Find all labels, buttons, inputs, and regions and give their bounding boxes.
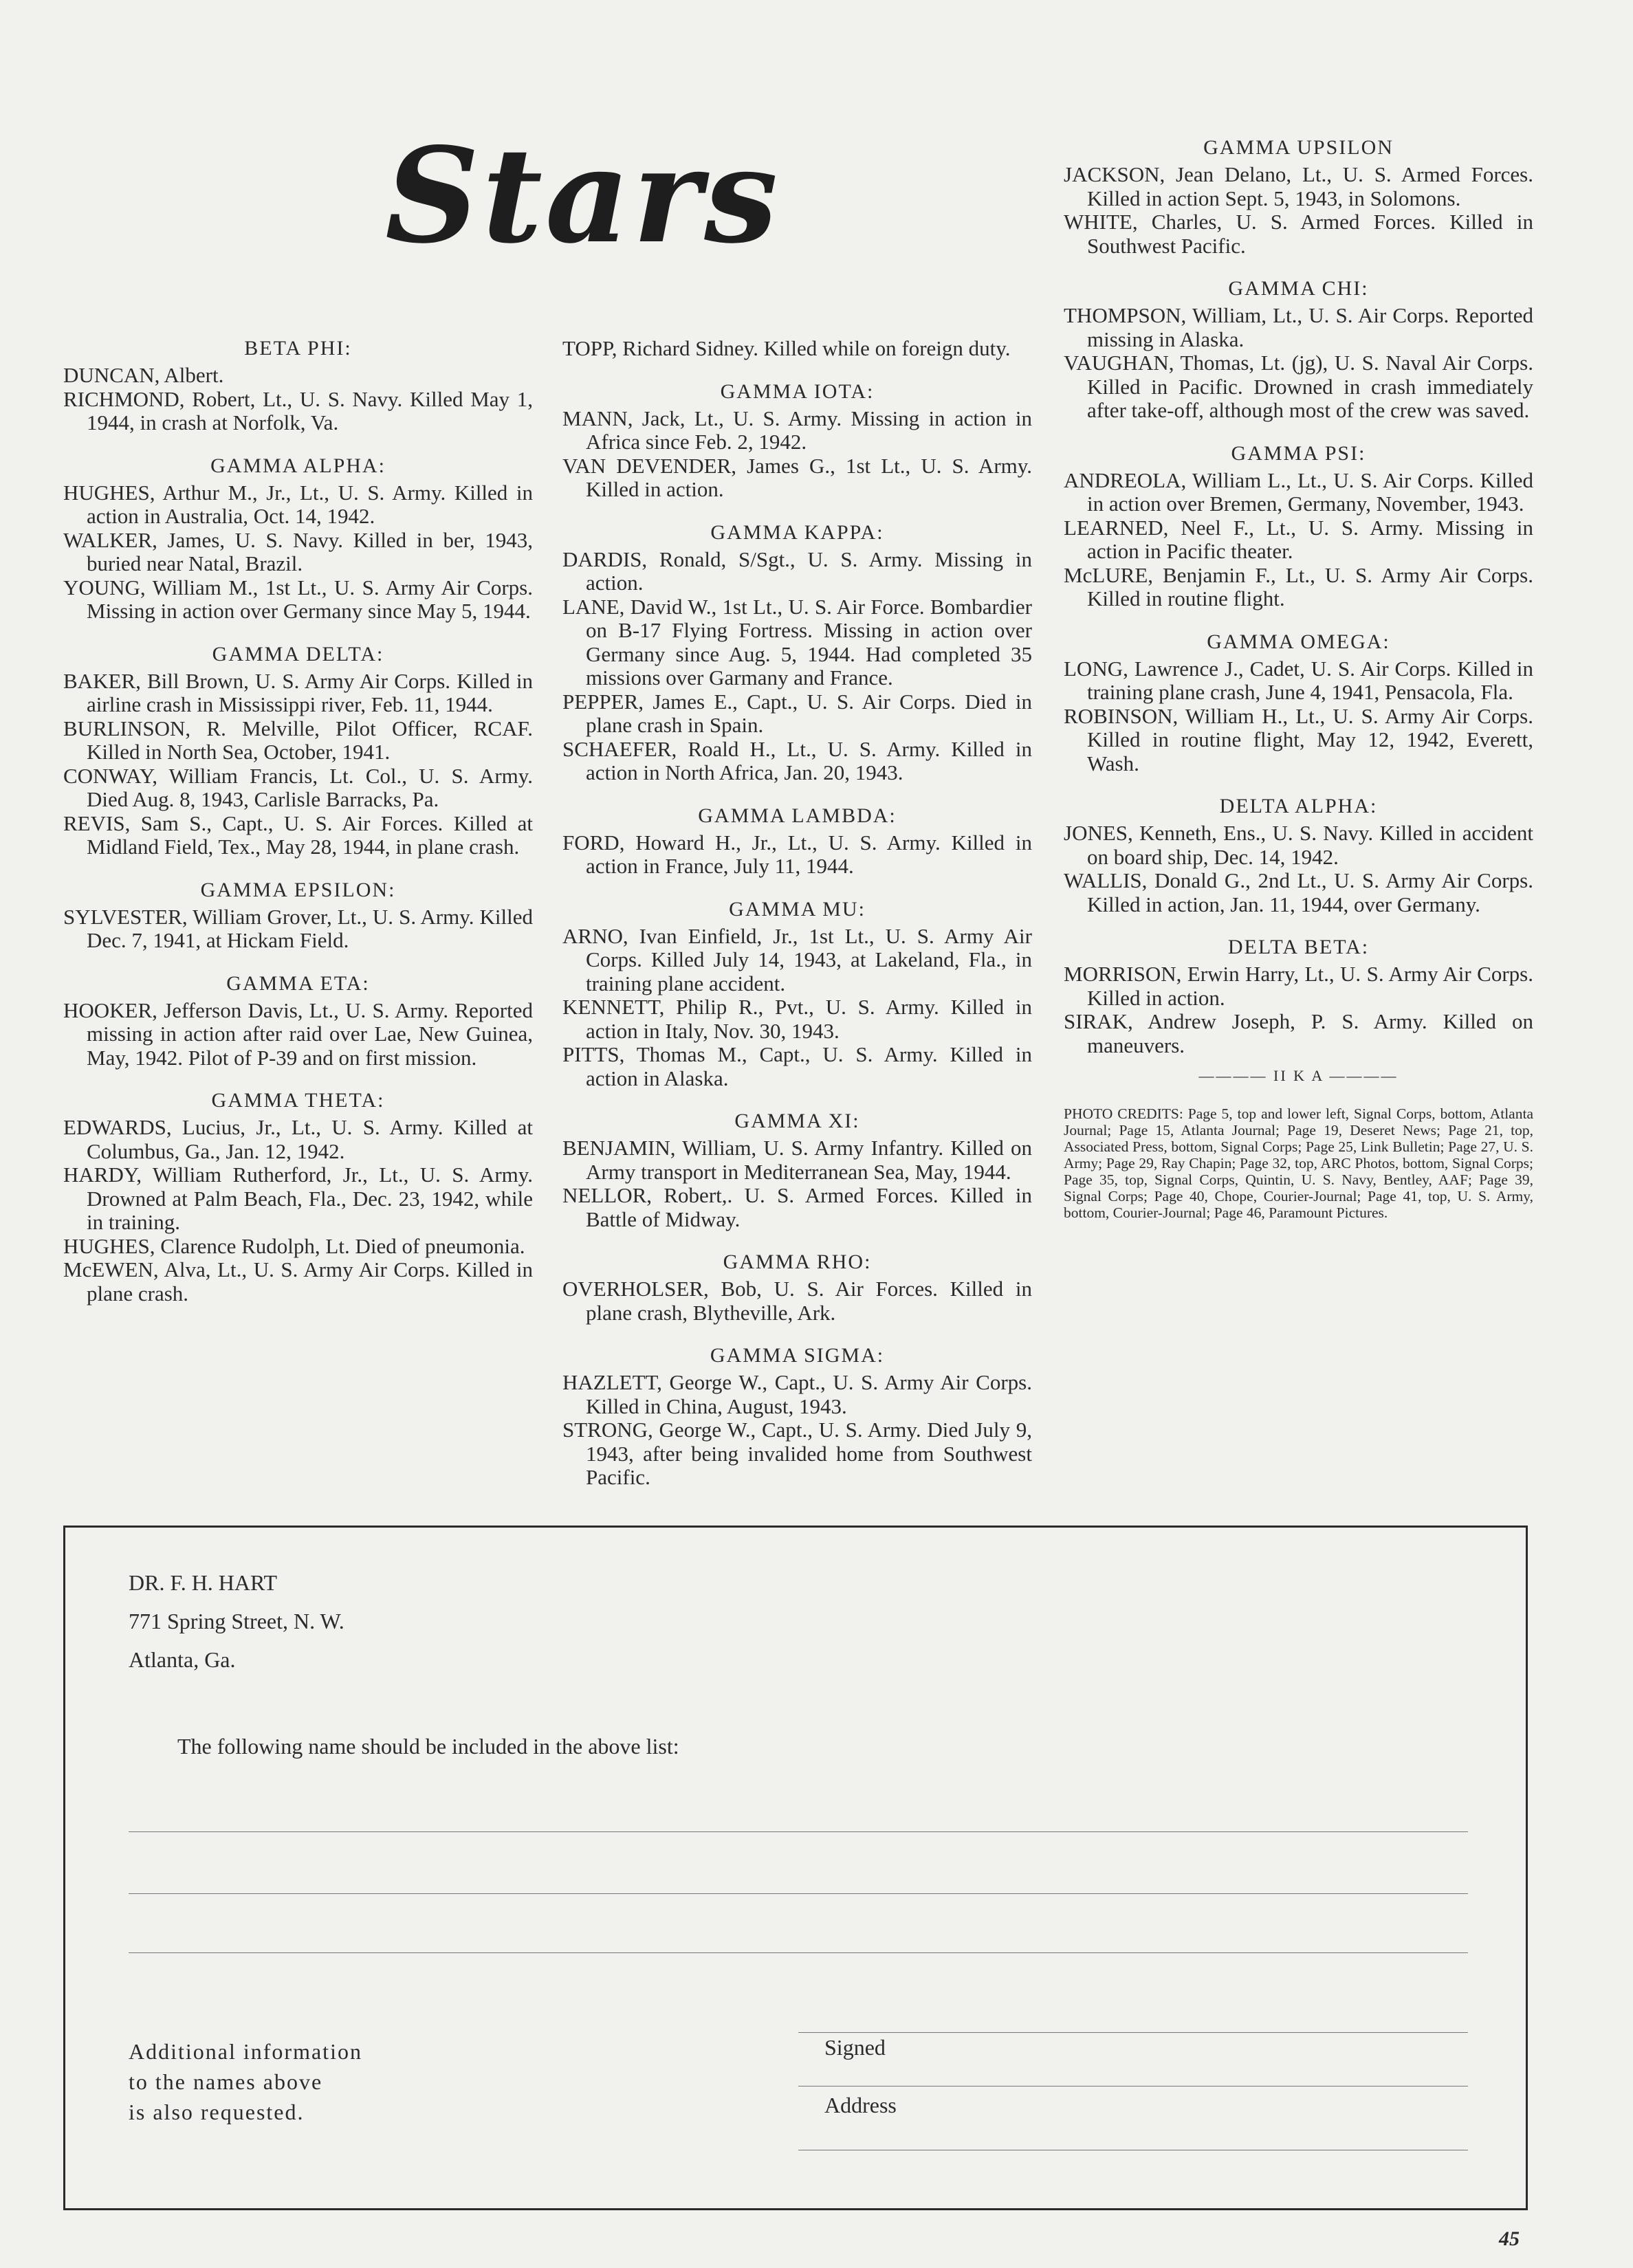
chapter-heading: GAMMA DELTA: (212, 642, 384, 665)
memorial-entry: RICHMOND, Robert, Lt., U. S. Navy. Killed May 1, 1944, in crash at Norfolk, Va. (63, 386, 533, 434)
memorial-entry: STRONG, George W., Capt., U. S. Army. Died July 9, 1943, after being invalided home from Southwest Pacific. (562, 1418, 1032, 1489)
submission-form (63, 1526, 1528, 2210)
chapter-heading: GAMMA CHI: (1228, 277, 1369, 300)
memorial-entry: CONWAY, William Francis, Lt. Col., U. S. Army. Died Aug. 8, 1943, Carlisle Barracks, Pa. (63, 763, 533, 811)
memorial-entry: LANE, David W., 1st Lt., U. S. Air Force. Bombardier on B-17 Flying Fortress. Missing in action over Germany since Aug. 5, 1944. Had completed 35 missions over Garmany and France. (562, 594, 1032, 690)
memorial-entry: DARDIS, Ronald, S/Sgt., U. S. Army. Missing in action. (562, 547, 1032, 595)
memorial-entry: KENNETT, Philip R., Pvt., U. S. Army. Killed in action in Italy, Nov. 30, 1943. (562, 995, 1032, 1043)
chapter-heading: GAMMA OMEGA: (1207, 630, 1390, 653)
memorial-entry: DUNCAN, Albert. (63, 363, 224, 387)
memorial-entry: FORD, Howard H., Jr., Lt., U. S. Army. Killed in action in France, July 11, 1944. (562, 830, 1032, 878)
memorial-entry: HAZLETT, George W., Capt., U. S. Army Air Corps. Killed in China, August, 1943. (562, 1370, 1032, 1418)
address-line-2: 771 Spring Street, N. W. (129, 1609, 344, 1633)
memorial-entry: MORRISON, Erwin Harry, Lt., U. S. Army Air Corps. Killed in action. (1064, 962, 1533, 1010)
memorial-entry: VAUGHAN, Thomas, Lt. (jg), U. S. Naval Air Corps. Killed in Pacific. Drowned in crash immediately after take-off, although most of the crew was saved. (1064, 351, 1533, 422)
signed-line-top (798, 2032, 1468, 2033)
chapter-heading: GAMMA XI: (734, 1110, 860, 1132)
memorial-entry: SYLVESTER, William Grover, Lt., U. S. Army. Killed Dec. 7, 1941, at Hickam Field. (63, 904, 533, 952)
chapter-heading: GAMMA LAMBDA: (698, 804, 897, 827)
photo-credits: PHOTO CREDITS: Page 5, top and lower left, Signal Corps, bottom, Atlanta Journal; Page 15, Atlanta Journal; Page 19, Deseret News; Page 21, top, Associated Press, bottom, Signal Corps; Page 25, Link Bulletin; Page 27, U. S. Army; Page 29, Ray Chapin; Page 32, top, ARC Photos, bottom, Signal Corps; Page 35, top, Signal Corps, Quintin, U. S. Navy, Bentley, AAF; Page 39, Signal Corps; Page 40, Chope, Courier-Journal; Page 41, top, U. S. Army, bottom, Courier-Journal; Page 46, Paramount Pictures. (1064, 1105, 1533, 1221)
memorial-entry: PEPPER, James E., Capt., U. S. Air Corps. Died in plane crash in Spain. (562, 689, 1032, 737)
page-title: Stars (385, 119, 781, 272)
chapter-heading: GAMMA ALPHA: (210, 454, 386, 477)
page-number: 45 (1499, 2227, 1520, 2250)
column-left (63, 337, 533, 1306)
chapter-heading: GAMMA IOTA: (720, 379, 875, 403)
additional-info-line: Additional information (129, 2039, 362, 2064)
chapter-heading: GAMMA ETA: (226, 971, 370, 995)
memorial-entry: ARNO, Ivan Einfield, Jr., 1st Lt., U. S. Army Air Corps. Killed July 14, 1943, at Lakeland, Fla., in training plane accident. (562, 923, 1032, 995)
memorial-entry: BAKER, Bill Brown, U. S. Army Air Corps. Killed in airline crash in Mississippi river, Feb. 11, 1944. (63, 668, 533, 716)
memorial-entry: LONG, Lawrence J., Cadet, U. S. Air Corps. Killed in training plane crash, June 4, 1941, Pensacola, Fla. (1064, 656, 1533, 704)
chapter-heading: GAMMA UPSILON (1203, 136, 1394, 159)
memorial-entry: EDWARDS, Lucius, Jr., Lt., U. S. Army. Killed at Columbus, Ga., Jan. 12, 1942. (63, 1115, 533, 1163)
memorial-entry: OVERHOLSER, Bob, U. S. Air Forces. Killed in plane crash, Blytheville, Ark. (562, 1277, 1032, 1325)
name-line-2[interactable] (129, 1893, 1468, 1894)
chapter-heading: GAMMA SIGMA: (710, 1344, 885, 1367)
memorial-entry: HARDY, William Rutherford, Jr., Lt., U. S. Army. Drowned at Palm Beach, Fla., Dec. 23, 1942, while in training. (63, 1163, 533, 1234)
name-line-1[interactable] (129, 1831, 1468, 1832)
signed-field-line[interactable] (798, 2086, 1468, 2087)
column-right (1064, 136, 1533, 1221)
address-line-3: Atlanta, Ga. (129, 1647, 236, 1672)
memorial-entry: THOMPSON, William, Lt., U. S. Air Corps. Reported missing in Alaska. (1064, 303, 1533, 351)
memorial-entry: HOOKER, Jefferson Davis, Lt., U. S. Army. Reported missing in action after raid over Lae, New Guinea, May, 1942. Pilot of P-39 and on first mission. (63, 998, 533, 1070)
memorial-entry: PITTS, Thomas M., Capt., U. S. Army. Killed in action in Alaska. (562, 1042, 1032, 1090)
memorial-entry: MANN, Jack, Lt., U. S. Army. Missing in action in Africa since Feb. 2, 1942. (562, 406, 1032, 454)
memorial-entry: REVIS, Sam S., Capt., U. S. Air Forces. Killed at Midland Field, Tex., May 28, 1944, in plane crash. (63, 811, 533, 859)
ika-mark: ———— II K A ———— (1198, 1067, 1399, 1084)
chapter-heading: GAMMA EPSILON: (200, 878, 396, 901)
memorial-entry: ROBINSON, William H., Lt., U. S. Army Air Corps. Killed in routine flight, May 12, 1942, Everett, Wash. (1064, 703, 1533, 775)
chapter-heading: GAMMA THETA: (211, 1089, 385, 1112)
chapter-heading: GAMMA KAPPA: (710, 520, 884, 544)
memorial-entry: YOUNG, William M., 1st Lt., U. S. Army Air Corps. Missing in action over Germany since May 5, 1944. (63, 575, 533, 623)
memorial-entry: HUGHES, Arthur M., Jr., Lt., U. S. Army. Killed in action in Australia, Oct. 14, 1942. (63, 480, 533, 528)
memorial-entry: TOPP, Richard Sidney. Killed while on foreign duty. (562, 336, 1011, 360)
memorial-entry: WALKER, James, U. S. Navy. Killed in ber, 1943, buried near Natal, Brazil. (63, 527, 533, 575)
memorial-entry: ANDREOLA, William L., Lt., U. S. Air Corps. Killed in action over Bremen, Germany, November, 1943. (1064, 467, 1533, 516)
chapter-heading: BETA PHI: (244, 337, 352, 360)
memorial-entry: LEARNED, Neel F., Lt., U. S. Army. Missing in action in Pacific theater. (1064, 515, 1533, 563)
additional-info-line: to the names above (129, 2069, 323, 2094)
additional-info-note (129, 2036, 362, 2127)
memorial-entry: McLURE, Benjamin F., Lt., U. S. Army Air Corps. Killed in routine flight. (1064, 562, 1533, 610)
chapter-heading: GAMMA PSI: (1231, 441, 1366, 465)
memorial-entry: WHITE, Charles, U. S. Armed Forces. Killed in Southwest Pacific. (1064, 210, 1533, 258)
signed-label: Signed (824, 2035, 886, 2060)
memorial-entry: VAN DEVENDER, James G., 1st Lt., U. S. Army. Killed in action. (562, 453, 1032, 501)
chapter-heading: DELTA ALPHA: (1219, 795, 1378, 817)
chapter-heading: GAMMA RHO: (723, 1251, 872, 1273)
form-prompt: The following name should be included in the above list: (177, 1734, 679, 1759)
memorial-entry: JONES, Kenneth, Ens., U. S. Navy. Killed in accident on board ship, Dec. 14, 1942. (1064, 821, 1533, 869)
additional-info-line: is also requested. (129, 2100, 305, 2124)
memorial-entry: HUGHES, Clarence Rudolph, Lt. Died of pneumonia. (63, 1233, 525, 1258)
memorial-entry: WALLIS, Donald G., 2nd Lt., U. S. Army Air Corps. Killed in action, Jan. 11, 1944, over Germany. (1064, 868, 1533, 916)
column-middle (562, 337, 1032, 1490)
memorial-entry: BURLINSON, R. Melville, Pilot Officer, RCAF. Killed in North Sea, October, 1941. (63, 716, 533, 764)
address-label: Address (824, 2093, 897, 2117)
memorial-entry: SCHAEFER, Roald H., Lt., U. S. Army. Killed in action in North Africa, Jan. 20, 1943. (562, 736, 1032, 784)
memorial-entry: McEWEN, Alva, Lt., U. S. Army Air Corps. Killed in plane crash. (63, 1257, 533, 1306)
name-line-3[interactable] (129, 1952, 1468, 1953)
memorial-entry: JACKSON, Jean Delano, Lt., U. S. Armed Forces. Killed in action Sept. 5, 1943, in Solomons. (1064, 162, 1533, 210)
memorial-entry: SIRAK, Andrew Joseph, P. S. Army. Killed on maneuvers. (1064, 1009, 1533, 1057)
memorial-entry: NELLOR, Robert,. U. S. Armed Forces. Killed in Battle of Midway. (562, 1183, 1032, 1231)
address-line-1: DR. F. H. HART (129, 1570, 277, 1595)
chapter-heading: GAMMA MU: (729, 897, 866, 921)
memorial-entry: BENJAMIN, William, U. S. Army Infantry. Killed on Army transport in Mediterranean Sea, May, 1944. (562, 1136, 1032, 1184)
chapter-heading: DELTA BETA: (1227, 936, 1370, 958)
